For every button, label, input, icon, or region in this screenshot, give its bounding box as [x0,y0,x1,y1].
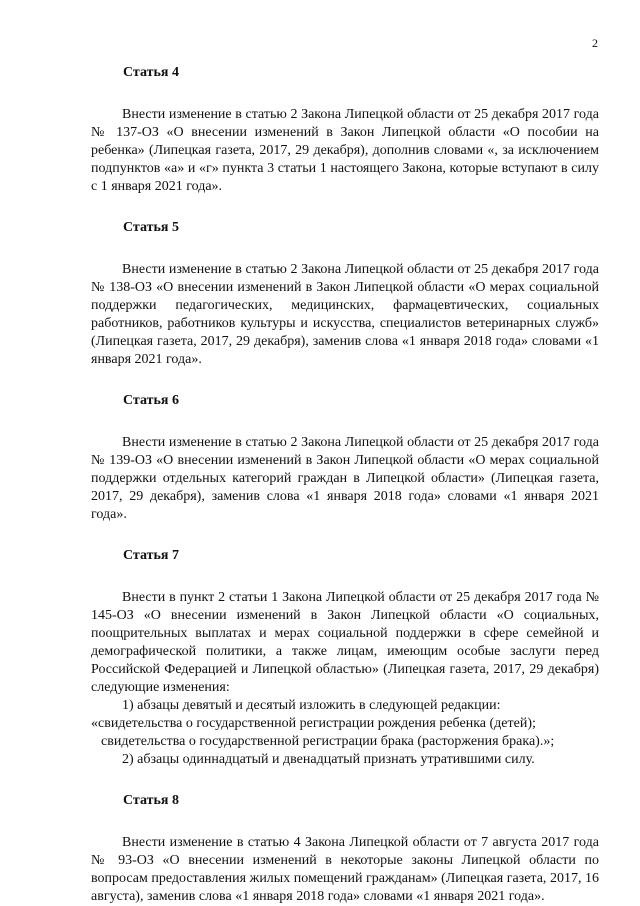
article-6 [91,391,599,524]
list-item-2: 2) абзацы одиннадцатый и двенадцатый признать утратившими силу. [122,752,535,767]
article-heading: Статья 4 [123,65,179,80]
article-heading: Статья 6 [123,393,179,408]
quote-line-2: свидетельства о государственной регистрации брака (расторжения брака).»; [101,734,555,749]
article-text: Внести в пункт 2 статьи 1 Закона Липецкой области от 25 декабря 2017 года № 145-ОЗ «О внесении изменений в Закон Липецкой области «О социальных, поощрительных выплатах и мерах социальной поддержки в сфере семейной и демографической политики, а также лицам, имеющим особые заслуги перед Российской Федерацией и Липецкой областью» (Липецкая газета, 2017, 29 декабря) следующие изменения: [91,590,599,695]
article-heading: Статья 7 [123,548,179,563]
article-text: Внести изменение в статью 2 Закона Липецкой области от 25 декабря 2017 года № 139-ОЗ «О внесении изменений в Закон Липецкой области «О мерах социальной поддержки отдельных категорий граждан в Липецкой области» (Липецкая газета, 2017, 29 декабря), заменив слова «1 января 2018 года» словами «1 января 2021 года». [91,435,599,522]
document-body [91,63,599,906]
article-heading: Статья 8 [123,793,179,808]
article-text: Внести изменение в статью 4 Закона Липецкой области от 7 августа 2017 года № 93-ОЗ «О внесении изменений в некоторые законы Липецкой области по вопросам предоставления жилых помещений гражданам» (Липецкая газета, 2017, 16 августа), заменив слова «1 января 2018 года» словами «1 января 2021 года». [91,835,599,904]
quote-line-1: «свидетельства о государственной регистрации рождения ребенка (детей); [91,716,536,731]
article-text: Внести изменение в статью 2 Закона Липецкой области от 25 декабря 2017 года № 138-ОЗ «О внесении изменений в Закон Липецкой области «О мерах социальной поддержки педагогических, медицинских, фармацевтических, социальных работников, работников культуры и искусства, специалистов ветеринарных служб» (Липецкая газета, 2017, 29 декабря), заменив слова «1 января 2018 года» словами «1 января 2021 года». [91,262,599,367]
page-number: 2 [592,36,598,50]
article-heading: Статья 5 [123,220,179,235]
article-8 [91,791,599,906]
article-5 [91,218,599,369]
article-4 [91,63,599,196]
article-text: Внести изменение в статью 2 Закона Липецкой области от 25 декабря 2017 года № 137-ОЗ «О внесении изменений в Закон Липецкой области «О пособии на ребенка» (Липецкая газета, 2017, 29 декабря), дополнив словами «, за исключением подпунктов «а» и «г» пункта 3 статьи 1 настоящего Закона, которые вступают в силу с 1 января 2021 года». [91,107,599,194]
article-7 [91,546,599,769]
list-item-1: 1) абзацы девятый и десятый изложить в следующей редакции: [122,698,501,713]
